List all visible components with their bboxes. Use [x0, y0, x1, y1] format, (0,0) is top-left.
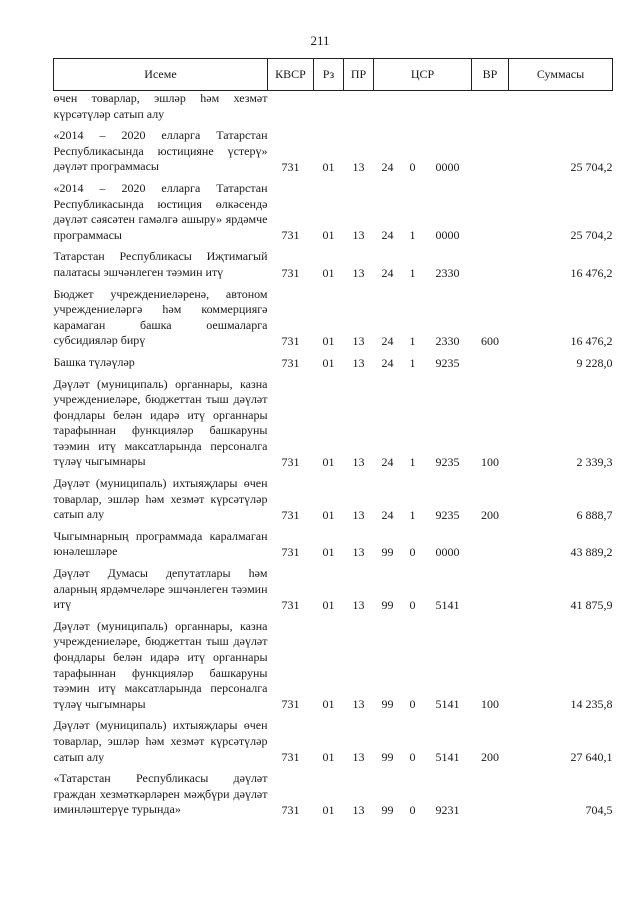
table-row — [54, 287, 613, 349]
row-kvsr: 731 — [281, 455, 300, 470]
row-csr-program — [374, 91, 402, 123]
row-vr — [472, 771, 509, 818]
row-kvsr — [268, 91, 314, 123]
row-name: Чыгымнарның программада каралмаган юнәлешләре — [53, 528, 268, 559]
table-row — [54, 128, 613, 175]
row-csr-subprogram: 1 — [409, 507, 416, 522]
row-vr: 600 — [481, 333, 500, 348]
row-vr — [472, 91, 509, 123]
row-csr-subprogram: 0 — [409, 159, 416, 174]
row-amount: 16 476,2 — [570, 265, 613, 280]
row-csr-program: 99 — [381, 802, 394, 817]
row-csr-subprogram — [402, 91, 424, 123]
row-csr-subprogram: 1 — [409, 265, 416, 280]
row-pr: 13 — [352, 333, 365, 348]
row-rz: 01 — [322, 265, 335, 280]
row-vr: 100 — [481, 697, 500, 712]
row-kvsr: 731 — [281, 750, 300, 765]
row-kvsr: 731 — [281, 545, 300, 560]
row-csr-program: 24 — [381, 507, 394, 522]
row-rz: 01 — [322, 750, 335, 765]
row-csr-direction: 2330 — [435, 333, 460, 348]
row-rz: 01 — [322, 507, 335, 522]
row-csr-program: 99 — [381, 597, 394, 612]
row-name: Дәүләт Думасы депутатлары һәм аларның ярдәмчеләре эшчәнлеген тәэмин итү — [53, 566, 268, 612]
row-csr-direction: 0000 — [435, 159, 460, 174]
table-row — [54, 377, 613, 471]
row-csr-direction: 9235 — [435, 507, 460, 522]
row-csr-program: 24 — [381, 355, 394, 370]
row-name: Дәүләт (муниципаль) ихтыяҗлары өчен товарлар, эшләр һәм хезмәт күрсәтүләр сатып алу — [53, 476, 268, 522]
row-amount: 9 228,0 — [576, 355, 613, 370]
row-pr: 13 — [352, 697, 365, 712]
row-kvsr: 731 — [281, 265, 300, 280]
budget-table-container — [53, 58, 612, 818]
row-pr: 13 — [352, 750, 365, 765]
table-row — [54, 181, 613, 243]
row-vr — [472, 128, 509, 175]
row-kvsr: 731 — [281, 697, 300, 712]
row-csr-subprogram: 0 — [409, 697, 416, 712]
row-csr-direction: 0000 — [435, 545, 460, 560]
row-csr-program: 99 — [381, 545, 394, 560]
row-name: Бюджет учреждениеләренә, автоном учреждениеләргә һәм коммерциягә карамаган башка оешмаларга субсидияләр бирү — [53, 286, 268, 348]
budget-table — [53, 58, 613, 818]
row-pr: 13 — [352, 265, 365, 280]
row-csr-direction: 0000 — [435, 228, 460, 243]
row-rz: 01 — [322, 355, 335, 370]
table-row — [54, 529, 613, 560]
row-kvsr: 731 — [281, 597, 300, 612]
row-name: «2014 – 2020 елларга Татарстан Республикасында юстицияне үстерү» дәүләт программасы — [53, 128, 268, 174]
row-vr — [472, 529, 509, 560]
header-amount: Суммасы — [509, 59, 613, 91]
row-rz: 01 — [322, 455, 335, 470]
row-vr — [472, 566, 509, 613]
row-csr-program: 24 — [381, 455, 394, 470]
row-csr-subprogram: 1 — [409, 455, 416, 470]
row-vr: 200 — [481, 750, 500, 765]
row-kvsr: 731 — [281, 228, 300, 243]
row-csr-direction: 5141 — [435, 597, 460, 612]
row-rz: 01 — [322, 597, 335, 612]
row-vr: 100 — [481, 455, 500, 470]
header-name: Исеме — [54, 59, 268, 91]
row-csr-program: 99 — [381, 750, 394, 765]
row-csr-direction — [424, 91, 472, 123]
row-kvsr: 731 — [281, 802, 300, 817]
page-number: 211 — [310, 33, 330, 48]
row-csr-subprogram: 1 — [409, 355, 416, 370]
row-amount: 27 640,1 — [570, 750, 613, 765]
row-csr-subprogram: 0 — [409, 597, 416, 612]
row-pr: 13 — [352, 545, 365, 560]
header-kvsr: КВСР — [268, 59, 314, 91]
row-pr: 13 — [352, 597, 365, 612]
row-amount: 2 339,3 — [576, 455, 613, 470]
row-csr-subprogram: 0 — [409, 750, 416, 765]
row-amount: 6 888,7 — [576, 507, 613, 522]
row-amount: 43 889,2 — [570, 545, 613, 560]
row-csr-direction: 5141 — [435, 750, 460, 765]
row-pr: 13 — [352, 355, 365, 370]
row-amount: 16 476,2 — [570, 333, 613, 348]
table-header-row — [54, 59, 613, 91]
table-row — [54, 476, 613, 523]
row-csr-direction: 5141 — [435, 697, 460, 712]
row-kvsr: 731 — [281, 159, 300, 174]
row-csr-direction: 2330 — [435, 265, 460, 280]
row-name: Татарстан Республикасы Иҗтимагый палатасы эшчәнлеген тәэмин итү — [53, 249, 268, 279]
row-csr-direction: 9235 — [435, 455, 460, 470]
row-csr-subprogram: 1 — [409, 333, 416, 348]
table-row — [54, 91, 613, 123]
row-kvsr: 731 — [281, 333, 300, 348]
row-name: Дәүләт (муниципаль) ихтыяҗлары өчен товарлар, эшләр һәм хезмәт күрсәтүләр сатып алу — [53, 718, 268, 764]
row-vr — [472, 355, 509, 371]
row-amount: 25 704,2 — [570, 228, 613, 243]
row-pr: 13 — [352, 455, 365, 470]
row-vr: 200 — [481, 507, 500, 522]
header-rz: Рз — [314, 59, 344, 91]
row-pr: 13 — [352, 159, 365, 174]
row-pr: 13 — [352, 228, 365, 243]
table-row — [54, 355, 613, 371]
row-name: өчен товарлар, эшләр һәм хезмәт күрсәтүләр сатып алу — [53, 91, 268, 121]
row-amount: 14 235,8 — [570, 697, 613, 712]
row-name: Дәүләт (муниципаль) органнары, казна учреждениеләре, бюджеттан тыш дәүләт фондлары белән идарә итү органнары тарафыннан функцияләр башкаруны тәэмин итү максатларында персоналга түләү чыгымнары — [53, 618, 268, 711]
row-csr-program: 24 — [381, 265, 394, 280]
row-rz: 01 — [322, 802, 335, 817]
row-rz: 01 — [322, 333, 335, 348]
row-rz: 01 — [322, 545, 335, 560]
row-name: «2014 – 2020 елларга Татарстан Республикасында юстиция өлкәсендә дәүләт сәясәтен гамәлгә ашыру» ярдәмче программасы — [53, 180, 268, 242]
row-vr — [472, 249, 509, 280]
header-csr: ЦСР — [374, 59, 472, 91]
table-row — [54, 718, 613, 765]
row-amount: 25 704,2 — [570, 159, 613, 174]
table-body — [54, 91, 613, 818]
row-csr-program: 99 — [381, 697, 394, 712]
row-csr-direction: 9231 — [435, 802, 460, 817]
row-rz: 01 — [322, 697, 335, 712]
row-name: Дәүләт (муниципаль) органнары, казна учреждениеләре, бюджеттан тыш дәүләт фондлары белән идарә итү органнары тарафыннан функцияләр башкаруны тәэмин итү максатларында персоналга түләү чыгымнары — [53, 376, 268, 469]
row-pr: 13 — [352, 802, 365, 817]
header-vr: ВР — [472, 59, 509, 91]
row-csr-program: 24 — [381, 159, 394, 174]
row-csr-subprogram: 1 — [409, 228, 416, 243]
row-csr-subprogram: 0 — [409, 802, 416, 817]
row-rz: 01 — [322, 228, 335, 243]
row-pr: 13 — [352, 507, 365, 522]
row-amount — [509, 91, 613, 123]
table-row — [54, 619, 613, 713]
row-amount: 41 875,9 — [570, 597, 613, 612]
header-pr: ПР — [344, 59, 374, 91]
row-csr-program: 24 — [381, 228, 394, 243]
row-name: Башка түләүләр — [53, 354, 135, 369]
row-amount: 704,5 — [585, 802, 613, 817]
row-pr — [344, 91, 374, 123]
row-csr-subprogram: 0 — [409, 545, 416, 560]
row-name: «Татарстан Республикасы дәүләт граждан хезмәткәрләрен мәҗбүри дәүләт иминләштерүе турында» — [53, 771, 268, 817]
row-kvsr: 731 — [281, 507, 300, 522]
table-row — [54, 566, 613, 613]
table-row — [54, 249, 613, 280]
table-row — [54, 771, 613, 818]
row-csr-program: 24 — [381, 333, 394, 348]
row-rz: 01 — [322, 159, 335, 174]
row-csr-direction: 9235 — [435, 355, 460, 370]
row-vr — [472, 181, 509, 243]
row-rz — [314, 91, 344, 123]
row-kvsr: 731 — [281, 355, 300, 370]
